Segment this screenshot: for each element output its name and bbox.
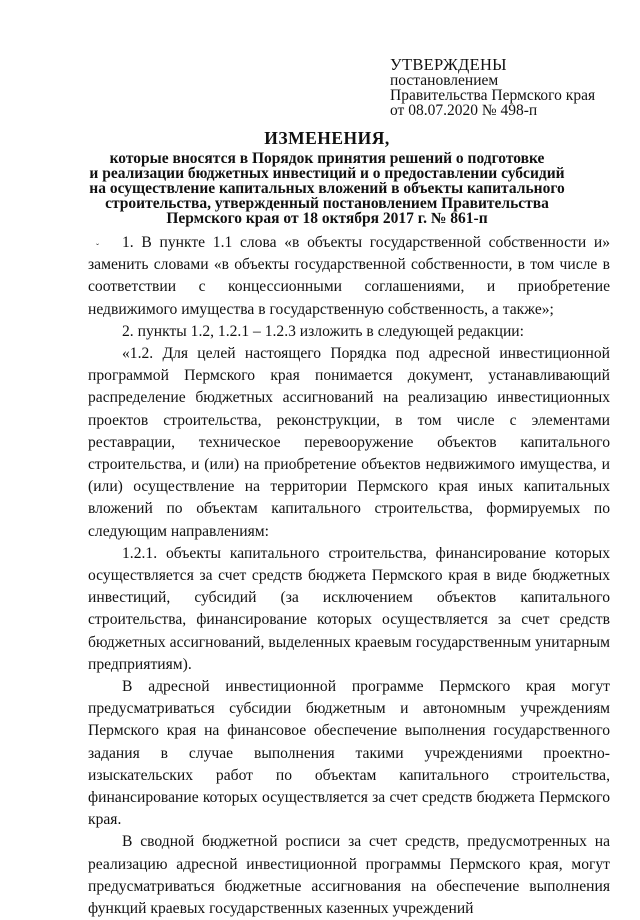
subtitle-line: на осуществление капитальных вложений в объекты капитального bbox=[89, 180, 565, 197]
body-paragraph: В адресной инвестиционной программе Пермского края могут предусматриваться субсидии бюджетным и автономным учреждениям Пермского края на финансовое обеспечение выполнения государственного задания в случае выполнения такими учреждениями проектно-изыскательских работ по объектам капитального строительства, финансирование которых осуществляется за счет средств бюджета Пермского края. bbox=[88, 678, 610, 829]
scan-mark: ˇ bbox=[96, 242, 99, 252]
subtitle-line: которые вносятся в Порядок принятия решений о подготовке bbox=[109, 150, 545, 167]
subtitle-line: и реализации бюджетных инвестиций и о предоставлении субсидий bbox=[89, 165, 565, 182]
body-paragraph: 1. В пункте 1.1 слова «в объекты государственной собственности и» заменить словами «в объекты государственной собственности, в том числе в соответствии с концессионными соглашениями, и приобретение недвижимого имущества в государственную собственность, а также»; bbox=[88, 234, 610, 318]
document-subtitle bbox=[88, 151, 566, 226]
document-heading bbox=[88, 128, 566, 226]
body-paragraph: В сводной бюджетной росписи за счет средств, предусмотренных на реализацию адресной инвестиционной программы Пермского края, могут предусматриваться бюджетные ассигнования на обеспечение выполнения функций краевых государственных казенных учреждений bbox=[88, 833, 610, 918]
subtitle-line: Пермского края от 18 октября 2017 г. № 861-п bbox=[166, 210, 488, 227]
body-paragraph: «1.2. Для целей настоящего Порядка под адресной инвестиционной программой Пермского края понимается документ, устанавливающий распределение бюджетных ассигнований на реализацию инвестиционных проектов строительства, реконструкции, в том числе с элементами реставрации, техническое перевооружение объектов капитального строительства, и (или) на приобретение объектов недвижимого имущества, и (или) осуществление на территории Пермского края иных капитальных вложений по объектам капитального строительства, формируемых по следующим направлениям: bbox=[88, 345, 610, 540]
document-title: ИЗМЕНЕНИЯ, bbox=[264, 128, 390, 148]
subtitle-line: строительства, утвержденный постановлением Правительства bbox=[105, 195, 549, 212]
approval-line-date: от 08.07.2020 № 498-п bbox=[390, 102, 538, 119]
body-paragraph: 2. пункты 1.2, 1.2.1 – 1.2.3 изложить в следующей редакции: bbox=[122, 322, 524, 340]
body-paragraph: 1.2.1. объекты капитального строительства, финансирование которых осуществляется за счет средств бюджета Пермского края в виде бюджетных инвестиций, субсидий (за исключением объектов капитального строительства, финансирование которых осуществляется за счет средств бюджетных ассигнований, выделенных краевым государственным унитарным предприятиям). bbox=[88, 544, 610, 673]
approval-title: УТВЕРЖДЕНЫ bbox=[390, 55, 507, 74]
approval-line-decree: постановлением bbox=[390, 72, 499, 89]
approval-stamp bbox=[390, 56, 595, 118]
document-body bbox=[88, 232, 610, 920]
approval-line-government: Правительства Пермского края bbox=[390, 87, 596, 104]
